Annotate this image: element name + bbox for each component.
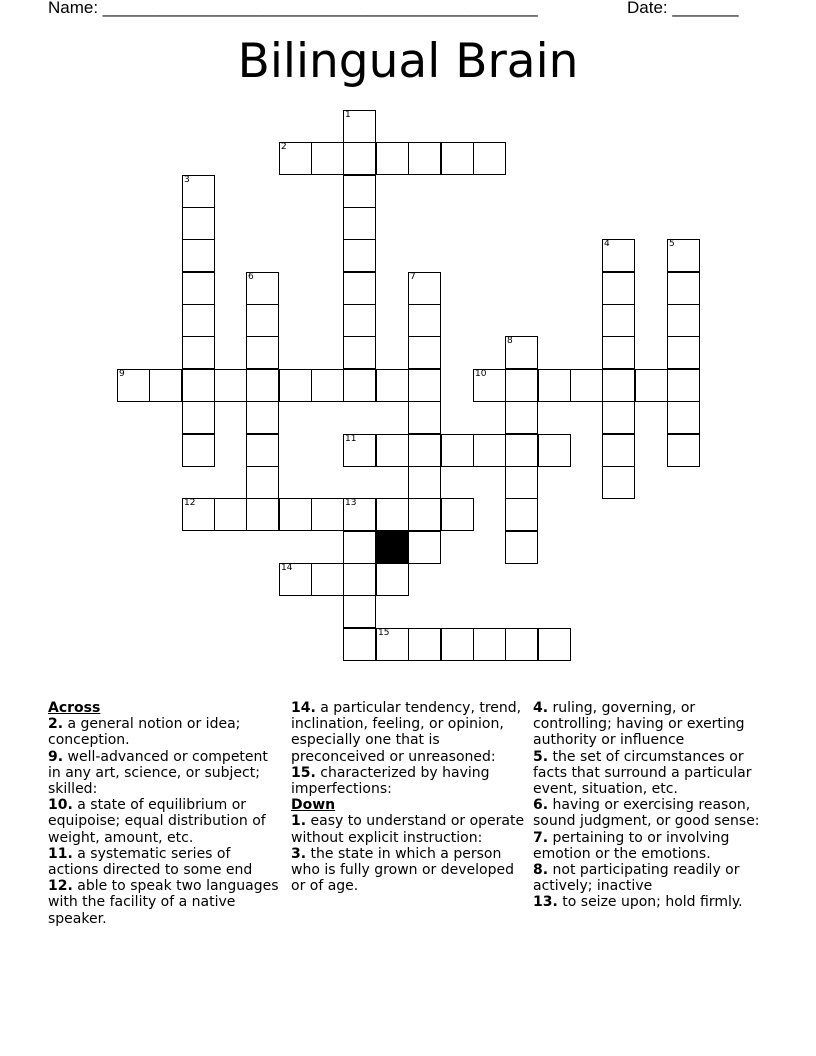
grid-cell[interactable] <box>441 498 474 531</box>
grid-cell[interactable] <box>311 369 344 402</box>
black-cell <box>376 531 409 564</box>
grid-cell[interactable] <box>505 466 538 499</box>
cell-number: 10 <box>475 369 487 379</box>
grid-cell[interactable] <box>376 369 409 402</box>
clue-across-11 <box>48 846 284 878</box>
grid-cell[interactable] <box>182 272 215 305</box>
grid-cell[interactable] <box>667 434 700 467</box>
clue-number: 12. <box>48 878 73 895</box>
grid-cell[interactable] <box>602 304 635 337</box>
grid-cell[interactable] <box>635 369 668 402</box>
clue-number: 6. <box>533 797 549 814</box>
grid-cell[interactable] <box>376 628 409 661</box>
grid-cell[interactable] <box>246 466 279 499</box>
cell-number: 12 <box>184 498 196 508</box>
cell-number: 11 <box>345 434 357 444</box>
grid-cell[interactable] <box>473 434 506 467</box>
grid-cell[interactable] <box>343 175 376 208</box>
clue-number: 5. <box>533 748 549 765</box>
grid-cell[interactable] <box>473 369 506 402</box>
grid-cell[interactable] <box>408 531 441 564</box>
grid-cell[interactable] <box>441 142 474 175</box>
grid-cell[interactable] <box>505 336 538 369</box>
grid-cell[interactable] <box>149 369 182 402</box>
clue-text: a state of equilibrium or equipoise; equal distribution of weight, amount, etc. <box>48 797 266 846</box>
grid-cell[interactable] <box>602 272 635 305</box>
grid-cell[interactable] <box>246 498 279 531</box>
grid-cell[interactable] <box>408 434 441 467</box>
grid-cell[interactable] <box>408 466 441 499</box>
cell-number: 14 <box>281 563 293 573</box>
grid-cell[interactable] <box>343 207 376 240</box>
grid-cell[interactable] <box>343 434 376 467</box>
cell-number: 9 <box>119 369 125 379</box>
grid-cell[interactable] <box>376 563 409 596</box>
grid-cell[interactable] <box>343 595 376 628</box>
grid-cell[interactable] <box>311 498 344 531</box>
clue-text: a particular tendency, trend, inclination, feeling, or opinion, especially one that is preconceived or unreasoned: <box>291 700 522 765</box>
grid-cell[interactable] <box>182 239 215 272</box>
clue-down-5 <box>533 749 777 798</box>
grid-cell[interactable] <box>182 498 215 531</box>
clue-down-4 <box>533 700 777 749</box>
grid-cell[interactable] <box>343 531 376 564</box>
down-heading: Down <box>291 797 336 814</box>
clue-text: to seize upon; hold firmly. <box>562 894 743 911</box>
grid-cell[interactable] <box>408 272 441 305</box>
clue-across-14 <box>291 700 527 765</box>
puzzle-title: Bilingual Brain <box>237 34 579 89</box>
clues-column-3 <box>533 700 777 911</box>
grid-cell[interactable] <box>667 304 700 337</box>
cell-number: 2 <box>281 142 287 152</box>
clue-across-12 <box>48 878 284 927</box>
clue-across-10 <box>48 797 284 846</box>
grid-cell[interactable] <box>570 369 603 402</box>
grid-cell[interactable] <box>182 434 215 467</box>
grid-cell[interactable] <box>343 563 376 596</box>
grid-cell[interactable] <box>376 434 409 467</box>
clue-text: a general notion or idea; conception. <box>48 716 241 749</box>
grid-cell[interactable] <box>246 336 279 369</box>
grid-cell[interactable] <box>246 369 279 402</box>
cell-number: 5 <box>669 239 675 249</box>
clue-number: 10. <box>48 797 73 814</box>
clue-text: able to speak two languages with the facility of a native speaker. <box>48 878 279 927</box>
grid-cell[interactable] <box>538 369 571 402</box>
grid-cell[interactable] <box>667 401 700 434</box>
grid-cell[interactable] <box>117 369 150 402</box>
clue-text: well-advanced or competent in any art, science, or subject; skilled: <box>48 748 268 798</box>
grid-cell[interactable] <box>343 110 376 143</box>
grid-cell[interactable] <box>311 563 344 596</box>
clue-text: a systematic series of actions directed to some end <box>48 845 253 879</box>
grid-cell[interactable] <box>246 401 279 434</box>
grid-cell[interactable] <box>408 401 441 434</box>
grid-cell[interactable] <box>376 142 409 175</box>
clue-number: 9. <box>48 748 64 765</box>
grid-cell[interactable] <box>408 304 441 337</box>
clue-number: 7. <box>533 829 549 846</box>
grid-cell[interactable] <box>246 434 279 467</box>
grid-cell[interactable] <box>441 434 474 467</box>
grid-cell[interactable] <box>246 304 279 337</box>
grid-cell[interactable] <box>602 369 635 402</box>
clue-down-7 <box>533 830 777 862</box>
grid-cell[interactable] <box>343 498 376 531</box>
grid-cell[interactable] <box>311 142 344 175</box>
grid-cell[interactable] <box>667 272 700 305</box>
grid-cell[interactable] <box>343 336 376 369</box>
grid-cell[interactable] <box>182 175 215 208</box>
grid-cell[interactable] <box>343 142 376 175</box>
grid-cell[interactable] <box>538 628 571 661</box>
grid-cell[interactable] <box>343 628 376 661</box>
grid-cell[interactable] <box>376 498 409 531</box>
clue-down-3 <box>291 846 527 895</box>
grid-cell[interactable] <box>408 628 441 661</box>
clue-across-9 <box>48 749 284 798</box>
cell-number: 3 <box>184 175 190 185</box>
grid-cell[interactable] <box>343 239 376 272</box>
grid-cell[interactable] <box>473 628 506 661</box>
clue-text: not participating readily or actively; inactive <box>533 862 740 895</box>
grid-cell[interactable] <box>505 434 538 467</box>
clue-number: 2. <box>48 716 64 733</box>
clues-column-2 <box>291 700 527 894</box>
clues-column-1 <box>48 700 284 927</box>
clue-text: characterized by having imperfections: <box>291 764 490 798</box>
clue-down-6 <box>533 797 777 829</box>
grid-cell[interactable] <box>505 531 538 564</box>
clue-number: 3. <box>291 845 307 862</box>
clue-number: 8. <box>533 862 549 879</box>
grid-cell[interactable] <box>279 498 312 531</box>
grid-cell[interactable] <box>182 304 215 337</box>
grid-cell[interactable] <box>602 434 635 467</box>
grid-cell[interactable] <box>505 498 538 531</box>
grid-cell[interactable] <box>246 272 279 305</box>
grid-cell[interactable] <box>408 336 441 369</box>
cell-number: 4 <box>604 239 610 249</box>
grid-cell[interactable] <box>602 336 635 369</box>
grid-cell[interactable] <box>343 272 376 305</box>
clue-across-15 <box>291 765 527 797</box>
grid-cell[interactable] <box>182 369 215 402</box>
grid-cell[interactable] <box>214 369 247 402</box>
clue-down-8 <box>533 862 777 894</box>
cell-number: 7 <box>410 272 416 282</box>
grid-cell[interactable] <box>505 369 538 402</box>
grid-cell[interactable] <box>182 401 215 434</box>
cell-number: 8 <box>507 336 513 346</box>
cell-number: 6 <box>248 272 254 282</box>
clue-number: 4. <box>533 700 549 716</box>
clue-number: 1. <box>291 813 307 830</box>
clue-text: the state in which a person who is fully grown or developed or of age. <box>291 845 514 895</box>
grid-cell[interactable] <box>343 369 376 402</box>
clue-number: 15. <box>291 764 316 781</box>
grid-cell[interactable] <box>408 498 441 531</box>
clue-text: ruling, governing, or controlling; having or exerting authority or influence <box>533 700 745 749</box>
grid-cell[interactable] <box>279 369 312 402</box>
grid-cell[interactable] <box>343 304 376 337</box>
grid-cell[interactable] <box>408 142 441 175</box>
grid-cell[interactable] <box>441 628 474 661</box>
clue-text: the set of circumstances or facts that surround a particular event, situation, etc. <box>533 748 752 798</box>
cell-number: 13 <box>345 498 357 508</box>
grid-cell[interactable] <box>538 434 571 467</box>
grid-cell[interactable] <box>602 239 635 272</box>
grid-cell[interactable] <box>182 207 215 240</box>
grid-cell[interactable] <box>602 466 635 499</box>
clue-number: 13. <box>533 894 558 911</box>
grid-cell[interactable] <box>408 369 441 402</box>
grid-cell[interactable] <box>473 142 506 175</box>
clue-down-13 <box>533 894 777 910</box>
clue-down-1 <box>291 813 527 845</box>
grid-cell[interactable] <box>214 498 247 531</box>
clue-text: pertaining to or involving emotion or the emotions. <box>533 829 730 862</box>
grid-cell[interactable] <box>667 239 700 272</box>
grid-cell[interactable] <box>505 628 538 661</box>
cell-number: 15 <box>378 628 390 638</box>
grid-cell[interactable] <box>279 563 312 596</box>
grid-cell[interactable] <box>667 369 700 402</box>
grid-cell[interactable] <box>602 401 635 434</box>
clue-text: having or exercising reason, sound judgment, or good sense: <box>533 797 760 830</box>
grid-cell[interactable] <box>505 401 538 434</box>
grid-cell[interactable] <box>667 336 700 369</box>
name-field[interactable]: Name: ______________________________________________ <box>48 0 538 17</box>
date-field[interactable]: Date: _______ <box>627 0 739 17</box>
clue-number: 14. <box>291 700 316 716</box>
grid-cell[interactable] <box>182 336 215 369</box>
clue-text: easy to understand or operate without explicit instruction: <box>291 813 525 846</box>
clue-number: 11. <box>48 845 73 862</box>
clue-across-2 <box>48 716 284 748</box>
across-heading: Across <box>48 700 101 716</box>
cell-number: 1 <box>345 110 351 120</box>
grid-cell[interactable] <box>279 142 312 175</box>
